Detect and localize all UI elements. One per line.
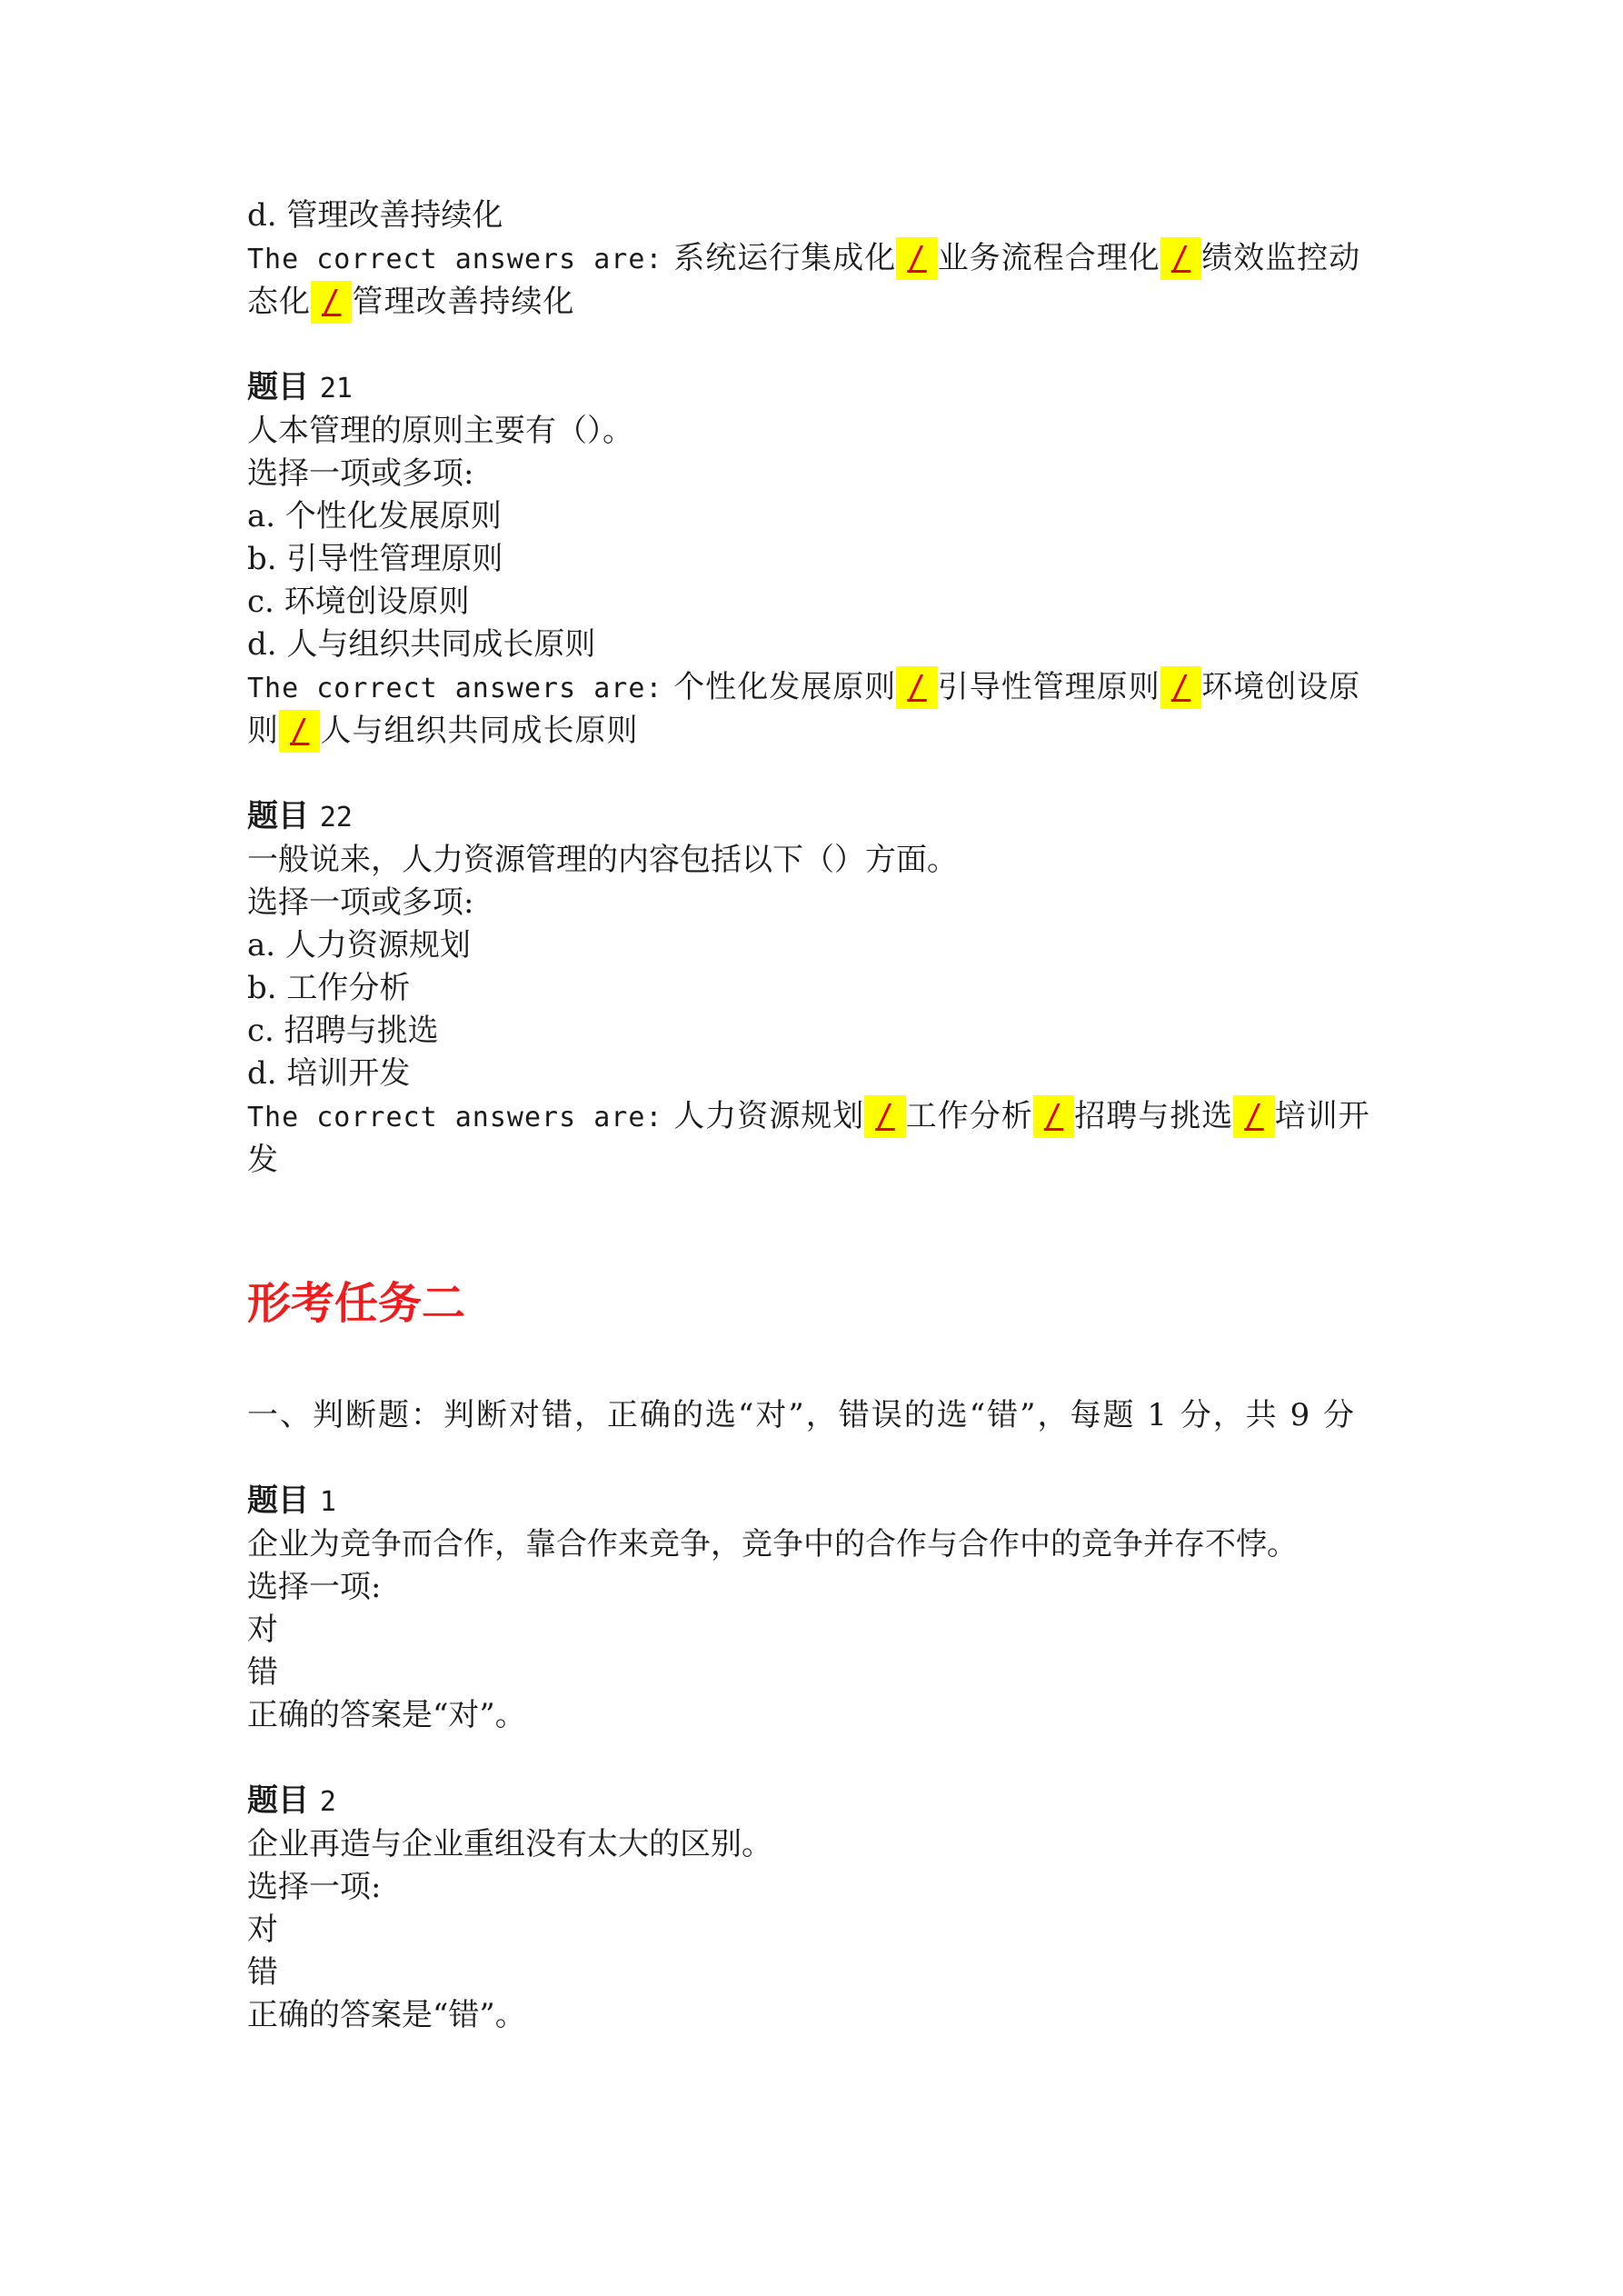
answer-prefix: The correct answers are:	[247, 1102, 663, 1133]
option-c: c. 招聘与挑选	[247, 1013, 439, 1049]
question-number: 2	[319, 1786, 336, 1818]
correct-answer	[247, 1095, 1392, 1182]
question-stem: 一般说来，人力资源管理的内容包括以下（）方面。	[247, 842, 958, 878]
answer-separator: /	[896, 237, 937, 280]
answer-part: 绩效监控动态化	[247, 240, 1361, 320]
correct-answer	[247, 237, 1392, 324]
option-b: b. 工作分析	[247, 970, 411, 1006]
option-d: d. 人与组织共同成长原则	[247, 626, 596, 663]
question-label: 题目	[247, 798, 309, 834]
answer-part: 工作分析	[905, 1098, 1033, 1134]
answer-separator: /	[1233, 1095, 1274, 1138]
answer-prefix: The correct answers are:	[247, 244, 663, 275]
option-a: a. 个性化发展原则	[247, 498, 502, 534]
question-prompt: 选择一项或多项:	[247, 884, 474, 921]
question-number: 22	[319, 802, 353, 834]
question-heading	[247, 1780, 1392, 1823]
correct-answer	[247, 666, 1392, 753]
correct-answer: 正确的答案是“错”。	[247, 1997, 526, 2033]
question-stem: 企业为竞争而合作，靠合作来竞争，竞争中的合作与合作中的竞争并存不悖。	[247, 1526, 1298, 1562]
answer-part: 管理改善持续化	[352, 284, 575, 320]
option-a: a. 人力资源规划	[247, 927, 471, 963]
answer-part: 人与组织共同成长原则	[320, 713, 639, 749]
answer-separator: /	[1160, 666, 1201, 709]
question-heading	[247, 795, 1392, 839]
option-true: 对	[247, 1912, 278, 1948]
question-label: 题目	[247, 369, 309, 405]
question-stem: 企业再造与企业重组没有太大的区别。	[247, 1826, 772, 1862]
answer-part: 环境创设原则	[247, 669, 1361, 749]
answer-separator: /	[311, 281, 352, 324]
option-c: c. 环境创设原则	[247, 584, 470, 620]
question-heading	[247, 366, 1392, 410]
correct-answer: 正确的答案是“对”。	[247, 1697, 526, 1733]
answer-prefix: The correct answers are:	[247, 673, 663, 704]
answer-separator: /	[864, 1095, 905, 1138]
section-title: 形考任务二	[247, 1278, 466, 1329]
answer-separator: /	[896, 666, 937, 709]
answer-separator: /	[1160, 237, 1201, 280]
answer-part: 引导性管理原则	[937, 669, 1160, 705]
question-heading	[247, 1480, 1392, 1523]
answer-part: 招聘与挑选	[1074, 1098, 1234, 1134]
question-number: 21	[319, 373, 353, 404]
question-number: 1	[319, 1486, 336, 1518]
option-d: d. 培训开发	[247, 1055, 411, 1092]
option-d: d. 管理改善持续化	[247, 197, 503, 234]
answer-part: 系统运行集成化	[673, 240, 897, 276]
answer-part: 培训开发	[247, 1098, 1370, 1178]
section-instruction: 一、判断题：判断对错，正确的选“对”，错误的选“错”，每题 1 分，共 9 分	[247, 1397, 1357, 1433]
option-false: 错	[247, 1954, 278, 1991]
question-label: 题目	[247, 1782, 309, 1819]
answer-part: 个性化发展原则	[673, 669, 897, 705]
option-true: 对	[247, 1612, 278, 1648]
answer-part: 人力资源规划	[673, 1098, 865, 1134]
answer-part: 业务流程合理化	[937, 240, 1160, 276]
answer-separator: /	[279, 710, 320, 753]
option-false: 错	[247, 1654, 278, 1691]
question-prompt: 选择一项或多项:	[247, 455, 474, 492]
option-b: b. 引导性管理原则	[247, 541, 503, 577]
question-prompt: 选择一项:	[247, 1869, 382, 1905]
answer-separator: /	[1033, 1095, 1074, 1138]
question-label: 题目	[247, 1482, 309, 1519]
document-page	[247, 195, 1392, 2037]
question-prompt: 选择一项:	[247, 1569, 382, 1605]
question-stem: 人本管理的原则主要有（）。	[247, 413, 633, 449]
